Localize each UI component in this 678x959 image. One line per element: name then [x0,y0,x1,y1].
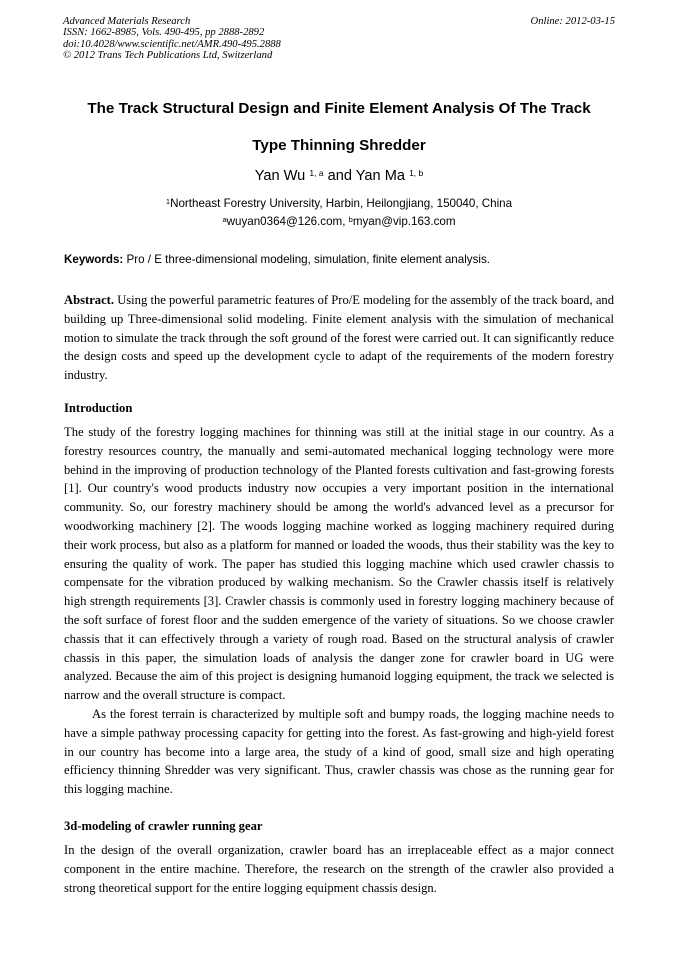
online-date: Online: 2012-03-15 [530,16,615,27]
doi-line: doi:10.4028/www.scientific.net/AMR.490-495.2888 [63,38,281,50]
introduction-paragraph-1: The study of the forestry logging machines for thinning was still at the initial stage in our country. As a forestry resources country, the manually and semi-automated mechanical logging technology were more behind in the improving of production technology of the Planted forests cultivation and fast-growing forests [1]. Our country's wood products industry now occupies a very important position in the international community. So, our forestry machinery should be among the world's advanced level as a precursor for woodworking machinery [2]. The woods logging machine worked as logging machinery required during their work process, but also as a platform for manned or loaded the woods, thus their stability was the key to ensuring the quality of work. The paper has studied this logging machine which used crawler chassis to compensate for the vibration produced by walking mechanism. So the Crawler chassis itself is relatively high strength requirements [3]. Crawler chassis is commonly used in forestry logging machinery because of the soft surface of forest floor and the sudden emergence of the variety of situations. So we choose crawler chassis that it can effectively through a variety of rough road. Based on the structural analysis of crawler chassis in this paper, the simulation loads of analysis the danger zone for crawler board in UG were analyzed. Because the aim of this project is designing humanoid logging equipment, the track we selected is narrow and the overall structure is compact. [64,425,614,703]
journal-header [63,16,615,62]
abstract [64,291,614,385]
email-b[interactable]: myan@vip.163.com [352,214,456,228]
email-a[interactable]: wuyan0364@126.com, [226,214,346,228]
abstract-text: Using the powerful parametric features of Pro/E modeling for the assembly of the track board, and building up Three-dimensional solid modeling. Finite element analysis with the simulation of mechanical motion to simulate the track through the soft ground of the forest were carried out. It can significantly reduce the design costs and speed up the development cycle to adapt of the requirements of the modern forestry industry. [64,293,614,383]
introduction-paragraph-2: As the forest terrain is characterized by multiple soft and bumpy roads, the logging machine needs to have a simple pathway processing capacity for getting into the forest. As fast-growing and high-yield forest in our country has become into a large area, the study of a kind of good, small size and high operating efficiency thinning Shredder was very significant. Thus, crawler chassis was chose as the running gear for this logging machine. [64,706,614,797]
introduction-body [64,423,614,799]
section-2-body [64,841,614,897]
abstract-label: Abstract. [64,293,115,307]
affiliation-text: Northeast Forestry University, Harbin, Heilongjiang, 150040, China [170,197,513,210]
section-2-paragraph-1: In the design of the overall organization, crawler board has an irreplaceable effect as a major connect component in the entire machine. Therefore, the research on the strength of the crawler also provided a strong theoretical support for the entire logging equipment chassis design. [64,843,614,895]
title-line-1: The Track Structural Design and Finite Element Analysis Of The Track [87,100,591,117]
keywords [64,252,616,268]
author-2-affil: 1, b [409,168,424,178]
author-1: Yan Wu [254,168,306,184]
issn-line: ISSN: 1662-8985, Vols. 490-495, pp 2888-2892 [63,27,265,39]
affiliation-line [50,195,628,213]
author-2: Yan Ma [355,168,405,184]
title-line-2: Type Thinning Shredder [252,137,426,154]
journal-name: Advanced Materials Research [63,16,191,27]
email-a-sup: a [222,214,227,224]
copyright-line: © 2012 Trans Tech Publications Ltd, Switzerland [63,50,273,62]
affiliation-block [50,195,628,230]
introduction-heading: Introduction [64,401,133,415]
email-line [50,213,628,231]
author-conjunction: and [327,168,352,184]
keywords-label: Keywords: [64,253,124,266]
author-list [50,166,628,186]
paper-title [50,90,628,164]
affiliation-sup: 1 [165,197,171,206]
author-1-affil: 1, a [309,168,324,178]
section-2-heading: 3d-modeling of crawler running gear [64,819,263,833]
email-b-sup: b [348,214,353,224]
keywords-text: Pro / E three-dimensional modeling, simulation, finite element analysis. [126,253,490,266]
